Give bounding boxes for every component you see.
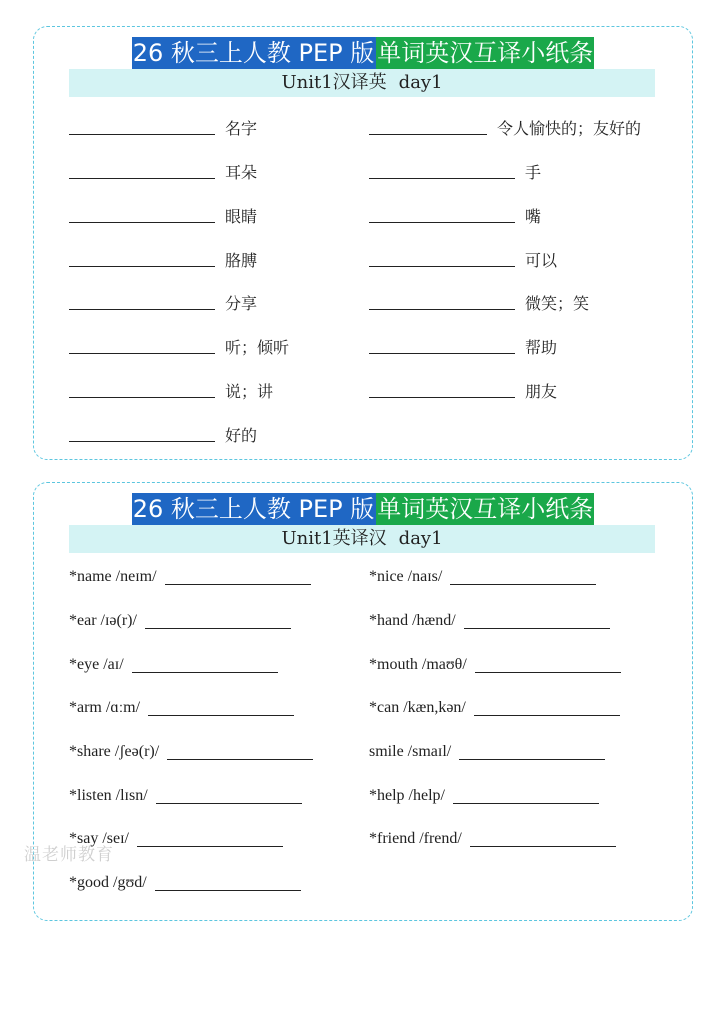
en-item [69, 653, 278, 677]
answer-blank[interactable] [475, 658, 621, 673]
answer-blank[interactable] [69, 252, 215, 267]
answer-blank[interactable] [148, 701, 294, 716]
answer-blank[interactable] [369, 383, 515, 398]
word-text: *arm /ɑːm/ [69, 699, 141, 716]
zh-item [369, 290, 589, 314]
word-text: *good /gʊd/ [69, 874, 147, 891]
en-item [369, 740, 605, 764]
answer-blank[interactable] [155, 876, 301, 891]
answer-blank[interactable] [69, 208, 215, 223]
word-text: *eye /aɪ/ [69, 656, 124, 673]
meaning-text: 令人愉快的；友好的 [497, 118, 642, 138]
answer-blank[interactable] [369, 339, 515, 354]
title-part-blue: 26 秋三上人教 PEP 版 [132, 39, 375, 67]
day-label: day1 [398, 72, 443, 93]
word-text: *nice /naɪs/ [369, 568, 443, 585]
meaning-text: 手 [525, 162, 542, 182]
unit-subtitle [69, 69, 655, 97]
zh-item [369, 378, 557, 402]
answer-blank[interactable] [69, 383, 215, 398]
worksheet-card-en-to-zh [33, 482, 693, 921]
unit-label: Unit1 [281, 528, 333, 549]
day-label: day1 [398, 528, 443, 549]
answer-blank[interactable] [464, 614, 610, 629]
meaning-text: 嘴 [525, 206, 542, 226]
word-text: *hand /hænd/ [369, 612, 456, 629]
answer-blank[interactable] [369, 252, 515, 267]
meaning-text: 好的 [225, 425, 258, 445]
word-text: *say /seɪ/ [69, 830, 129, 847]
word-text: *name /neɪm/ [69, 568, 157, 585]
meaning-text: 朋友 [525, 381, 558, 401]
meaning-text: 帮助 [525, 337, 558, 357]
en-item [369, 696, 620, 720]
watermark-text: 温老师教育 [24, 845, 114, 865]
zh-item [369, 115, 641, 139]
zh-item [369, 247, 557, 271]
en-item [69, 565, 311, 589]
en-item [369, 609, 610, 633]
unit-label: Unit1 [281, 72, 333, 93]
zh-item [69, 115, 257, 139]
meaning-text: 胳膊 [225, 250, 258, 270]
meaning-text: 耳朵 [225, 162, 258, 182]
answer-blank[interactable] [369, 295, 515, 310]
en-item [69, 609, 291, 633]
answer-blank[interactable] [369, 120, 487, 135]
zh-item [69, 290, 257, 314]
zh-item [69, 247, 257, 271]
word-text: *listen /lɪsn/ [69, 787, 148, 804]
word-text: *share /ʃeə(r)/ [69, 743, 160, 760]
card-title [34, 37, 692, 69]
zh-item [69, 334, 289, 358]
meaning-text: 听；倾听 [225, 337, 290, 357]
answer-blank[interactable] [69, 120, 215, 135]
word-text: smile /smaɪl/ [369, 743, 452, 760]
answer-blank[interactable] [474, 701, 620, 716]
answer-blank[interactable] [137, 832, 283, 847]
en-item [69, 871, 301, 895]
meaning-text: 说；讲 [225, 381, 274, 401]
meaning-text: 名字 [225, 118, 258, 138]
unit-subtitle [69, 525, 655, 553]
answer-blank[interactable] [167, 745, 313, 760]
zh-item [369, 159, 541, 183]
zh-item [69, 203, 257, 227]
meaning-text: 可以 [525, 250, 558, 270]
zh-item [369, 334, 557, 358]
zh-item [69, 378, 273, 402]
title-part-blue: 26 秋三上人教 PEP 版 [132, 495, 375, 523]
answer-blank[interactable] [156, 789, 302, 804]
meaning-text: 眼睛 [225, 206, 258, 226]
answer-blank[interactable] [165, 570, 311, 585]
en-item [69, 740, 313, 764]
word-text: *ear /ɪə(r)/ [69, 612, 137, 629]
meaning-text: 分享 [225, 293, 258, 313]
word-text: *can /kæn,kən/ [369, 699, 466, 716]
en-item [69, 696, 294, 720]
answer-blank[interactable] [369, 208, 515, 223]
en-item [369, 565, 596, 589]
answer-blank[interactable] [450, 570, 596, 585]
answer-blank[interactable] [69, 427, 215, 442]
answer-blank[interactable] [459, 745, 605, 760]
answer-blank[interactable] [470, 832, 616, 847]
zh-item [69, 159, 257, 183]
answer-blank[interactable] [369, 164, 515, 179]
word-text: *help /help/ [369, 787, 445, 804]
en-item [369, 784, 599, 808]
mode-label: 英译汉 [332, 528, 387, 549]
card-title [34, 493, 692, 525]
en-item [69, 784, 302, 808]
zh-item [369, 203, 541, 227]
worksheet-card-zh-to-en [33, 26, 693, 460]
mode-label: 汉译英 [332, 72, 387, 93]
title-part-green: 单词英汉互译小纸条 [377, 495, 594, 523]
answer-blank[interactable] [453, 789, 599, 804]
en-item [369, 827, 616, 851]
meaning-text: 微笑；笑 [525, 293, 590, 313]
answer-blank[interactable] [69, 295, 215, 310]
answer-blank[interactable] [69, 339, 215, 354]
answer-blank[interactable] [145, 614, 291, 629]
word-text: *mouth /maʊθ/ [369, 656, 467, 673]
en-item [369, 653, 621, 677]
answer-blank[interactable] [69, 164, 215, 179]
answer-blank[interactable] [132, 658, 278, 673]
zh-item [69, 422, 257, 446]
title-part-green: 单词英汉互译小纸条 [377, 39, 594, 67]
word-text: *friend /frend/ [369, 830, 462, 847]
